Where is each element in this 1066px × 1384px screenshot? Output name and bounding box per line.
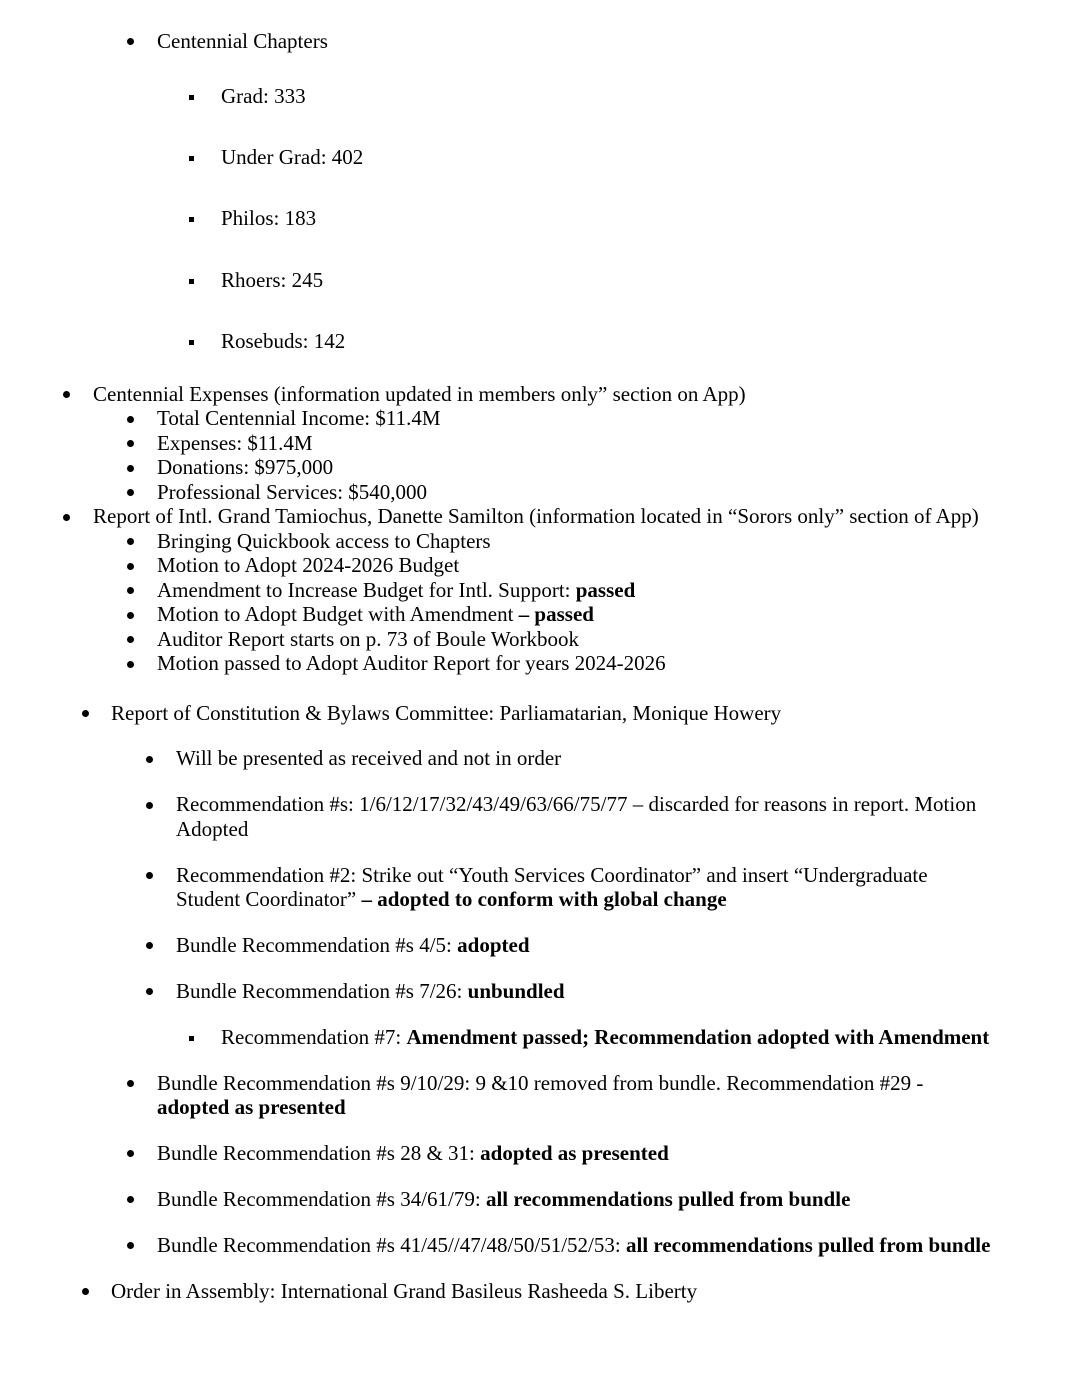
tamiochus-report-heading: Report of Intl. Grand Tamiochus, Danette Samilton (information located in “Sorors only” section of App) — [93, 504, 979, 528]
bullet-icon — [146, 872, 153, 879]
bylaws-report-heading: Report of Constitution & Bylaws Committee: Parliamatarian, Monique Howery — [111, 701, 782, 725]
bylaws-item: Bundle Recommendation #s 41/45//47/48/50/51/52/53: all recommendations pulled from bundle — [157, 1233, 991, 1257]
bullet-icon — [127, 587, 134, 594]
bullet-icon — [63, 514, 70, 521]
bullet-icon — [127, 661, 134, 668]
bylaws-item: Bundle Recommendation #s 4/5: adopted — [176, 933, 530, 957]
bylaws-item: Recommendation #s: 1/6/12/17/32/43/49/63/66/75/77 – discarded for reasons in report. Motion — [176, 792, 977, 816]
centennial-chapters-heading: Centennial Chapters — [157, 29, 328, 53]
tamiochus-item: Amendment to Increase Budget for Intl. Support: passed — [157, 578, 636, 602]
bullet-icon — [127, 1196, 134, 1203]
bullet-icon — [127, 563, 134, 570]
bylaws-item: Will be presented as received and not in order — [176, 746, 562, 770]
tamiochus-item: Motion to Adopt Budget with Amendment – passed — [157, 602, 594, 626]
bullet-icon — [127, 1080, 134, 1087]
bullet-icon — [146, 756, 153, 763]
bullet-icon — [127, 538, 134, 545]
bullet-icon — [146, 988, 153, 995]
tamiochus-item: Auditor Report starts on p. 73 of Boule Workbook — [157, 627, 579, 651]
expense-item: Professional Services: $540,000 — [157, 480, 428, 504]
chapter-grad: Grad: 333 — [221, 84, 306, 108]
chapter-philos: Philos: 183 — [221, 206, 317, 230]
bullet-icon — [127, 1242, 134, 1249]
expense-item: Total Centennial Income: $11.4M — [157, 406, 441, 430]
bullet-icon — [146, 802, 153, 809]
square-bullet-icon — [189, 217, 194, 222]
bylaws-item: Bundle Recommendation #s 28 & 31: adopted as presented — [157, 1141, 669, 1165]
bylaws-item-continued: Adopted — [176, 817, 249, 841]
square-bullet-icon — [189, 156, 194, 161]
bullet-icon — [127, 1150, 134, 1157]
bylaws-item: Bundle Recommendation #s 34/61/79: all recommendations pulled from bundle — [157, 1187, 851, 1211]
expense-item: Expenses: $11.4M — [157, 431, 313, 455]
bullet-icon — [82, 710, 89, 717]
order-in-assembly-heading: Order in Assembly: International Grand Basileus Rasheeda S. Liberty — [111, 1279, 698, 1303]
chapter-undergrad: Under Grad: 402 — [221, 145, 364, 169]
square-bullet-icon — [189, 279, 194, 284]
bullet-icon — [127, 38, 134, 45]
tamiochus-item: Motion to Adopt 2024-2026 Budget — [157, 553, 460, 577]
square-bullet-icon — [189, 340, 194, 345]
expense-item: Donations: $975,000 — [157, 455, 334, 479]
centennial-expenses-heading: Centennial Expenses (information updated in members only” section on App) — [93, 382, 746, 406]
bullet-icon — [127, 612, 134, 619]
bylaws-item-continued: adopted as presented — [157, 1095, 346, 1119]
bullet-icon — [127, 465, 134, 472]
chapter-rosebuds: Rosebuds: 142 — [221, 329, 346, 353]
bylaws-item: Bundle Recommendation #s 7/26: unbundled — [176, 979, 565, 1003]
tamiochus-item: Motion passed to Adopt Auditor Report for years 2024-2026 — [157, 651, 666, 675]
square-bullet-icon — [189, 1036, 194, 1041]
tamiochus-item: Bringing Quickbook access to Chapters — [157, 529, 491, 553]
bullet-icon — [127, 416, 134, 423]
bylaws-item: Bundle Recommendation #s 9/10/29: 9 &10 removed from bundle. Recommendation #29 - — [157, 1071, 924, 1095]
bullet-icon — [127, 489, 134, 496]
square-bullet-icon — [189, 95, 194, 100]
bylaws-item: Recommendation #2: Strike out “Youth Services Coordinator” and insert “Undergraduate — [176, 863, 928, 887]
bullet-icon — [63, 391, 70, 398]
bylaws-item-continued: Student Coordinator” – adopted to conform with global change — [176, 887, 727, 911]
bullet-icon — [82, 1288, 89, 1295]
bullet-icon — [127, 636, 134, 643]
chapter-rhoers: Rhoers: 245 — [221, 268, 324, 292]
bullet-icon — [127, 440, 134, 447]
bullet-icon — [146, 942, 153, 949]
bylaws-subitem: Recommendation #7: Amendment passed; Recommendation adopted with Amendment — [221, 1025, 990, 1049]
